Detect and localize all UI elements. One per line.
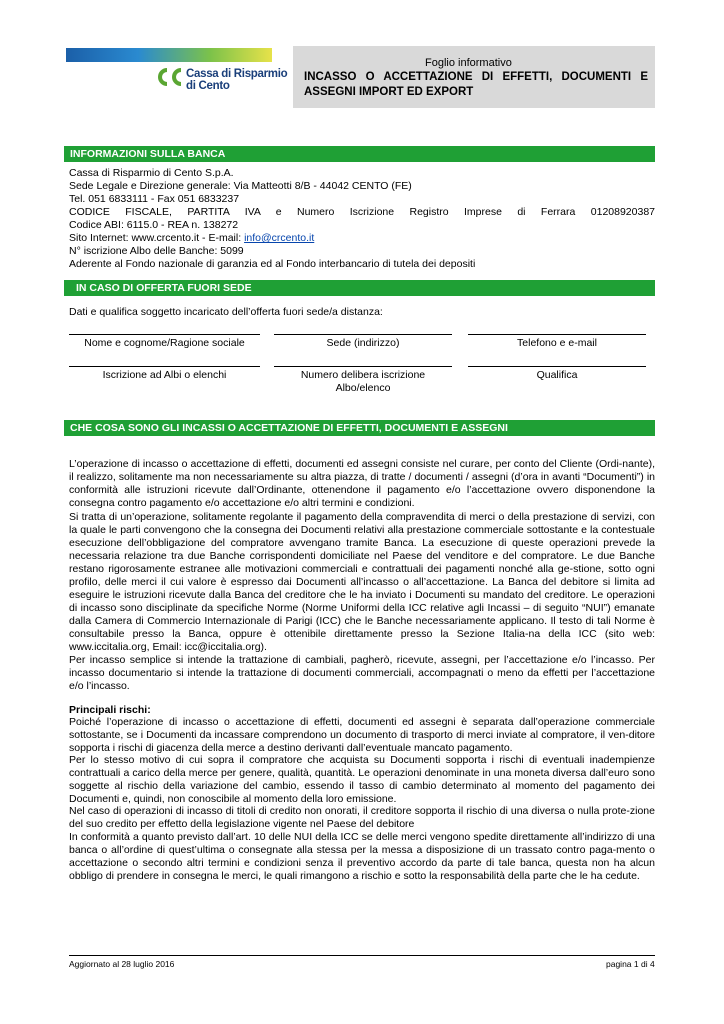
section-heading-bank-info: INFORMAZIONI SULLA BANCA	[64, 146, 655, 162]
footer-update-date: Aggiornato al 28 luglio 2016	[69, 959, 175, 969]
offsite-intro: Dati e qualifica soggetto incaricato dell’offerta fuori sede/a distanza:	[69, 306, 383, 318]
bank-contacts	[69, 232, 314, 245]
field-line-phone	[468, 334, 646, 335]
paragraph-description: Si tratta di un’operazione, solitamente regolante il pagamento della compravendita di merci o della prestazione di servizi, con la quale le parti convengono che la consegna dei Documenti relativi alla prestazione commerciale sottostante e la contestuale esecuzione dell’obbligazione del compratore avvengano tramite Banca. La esecuzione di queste operazioni prevede la necessaria relazione tra due Banche corrispondenti domiciliate nel Paese del venditore e del compratore. Le due Banche restano rigorosamente estranee alle motivazioni commerciali e contrattuali dei pagamenti nonché alla ge-stione, sotto ogni profilo, delle merci il cui valore è espresso dai Documenti all’incasso o all’accettazione. La Banca del debitore si limita ad eseguire le istruzioni ricevute dalla Banca del creditore che le ha inviato i Documenti su mandato del creditore. Le operazioni di incasso sono disciplinate da specifiche Norme (Norme Uniformi della ICC relative agli Incassi – di seguito “NUI”) emanate dalla Camera di Commercio Internazionale di Parigi (ICC) che le Banche necessariamente applicano. Il testo di tali Norme è consultabile presso la Banca, oppure è ottenibile direttamente presso la Sezione Italia-na della ICC (sito web: www.iccitalia.org, Email: icc@iccitalia.org).	[69, 511, 655, 653]
doc-type: Foglio informativo	[425, 57, 512, 69]
bank-address: Sede Legale e Direzione generale: Via Matteotti 8/B - 44042 CENTO (FE)	[69, 180, 412, 192]
logo-cc-icon	[155, 67, 185, 87]
risks-title: Principali rischi:	[69, 704, 151, 716]
email-link[interactable]: info@crcento.it	[244, 232, 315, 244]
risk-item-1: Poiché l’operazione di incasso o accettazione di effetti, documenti ed assegni è separata dall’operazione commerciale sottostante, se i Documenti da incassare comprendono un documento di trasporto di merci inviate al compratore, il ven-ditore sopporta i rischi di giacenza della merce a destino derivanti dall’eventuale mancato pagamento.	[69, 716, 655, 754]
doc-title: INCASSO O ACCETTAZIONE DI EFFETTI, DOCUMENTI E ASSEGNI IMPORT ED EXPORT	[304, 71, 648, 98]
section-heading-what-are: CHE COSA SONO GLI INCASSI O ACCETTAZIONE DI EFFETTI, DOCUMENTI E ASSEGNI	[64, 420, 655, 436]
field-label-resolution: Numero delibera iscrizione Albo/elenco	[300, 369, 426, 394]
bank-name: Cassa di Risparmio di Cento S.p.A.	[69, 167, 234, 179]
field-line-name	[69, 334, 260, 335]
risk-item-2: Per lo stesso motivo di cui sopra il compratore che acquista su Documenti sopporta i rischi di eventuali inadempienze contrattuali a carico della merce per genere, qualità, quantità. Le operazioni denominate in una moneta diversa dall’euro sono soggette al rischio della variazione del cambio, essendo il tasso di cambio determinato al momento del pagamento dei Documenti e, quindi, non conoscibile al momento della loro emissione.	[69, 754, 655, 805]
paragraph-intro: L’operazione di incasso o accettazione di effetti, documenti ed assegni consiste nel curare, per conto del Cliente (Ordi-nante), il realizzo, solitamente ma non necessariamente su altra piazza, di tratte / documenti / assegni (d’ora in avanti “Documenti”) in conformità alle istruzioni ricevute dall’Ordinante, ottenendone il pagamento e/o l’accettazione ovvero disponendone la consegna contro pagamento e/o accettazione e/o altri termini e condizioni.	[69, 458, 655, 509]
logo-name-line1: Cassa di Risparmio	[186, 68, 288, 80]
bank-abi-code: Codice ABI: 6115.0 - REA n. 138272	[69, 219, 239, 231]
bank-phone: Tel. 051 6833111 - Fax 051 6833237	[69, 193, 240, 205]
field-line-registry	[69, 366, 260, 367]
section-heading-offsite: IN CASO DI OFFERTA FUORI SEDE	[64, 280, 655, 296]
bank-tax-code: CODICE FISCALE, PARTITA IVA e Numero Iscrizione Registro Imprese di Ferrara 01208920387	[69, 206, 655, 218]
field-line-qualification	[468, 366, 646, 367]
logo-name-line2: di Cento	[186, 80, 230, 92]
field-label-phone: Telefono e e-mail	[517, 337, 597, 349]
footer-divider	[69, 955, 655, 956]
field-label-registry: Iscrizione ad Albi o elenchi	[102, 369, 227, 381]
logo-color-band	[66, 48, 272, 62]
risk-item-3: Nel caso di operazioni di incasso di titoli di credito non onorati, il creditore sopporta il rischio di una diversa o nulla prote-zione del suo credito per effetto della legislazione vigente nel Paese del debitore	[69, 805, 655, 830]
field-line-resolution	[274, 366, 452, 367]
paragraph-definitions: Per incasso semplice si intende la trattazione di cambiali, pagherò, ricevute, assegni, per l’accettazione e/o l’incasso. Per incasso documentario si intende la trattazione di documenti commerciali, accompagnati o meno da effetti per l’accettazione e/o l’incasso.	[69, 654, 655, 692]
footer-page-number: pagina 1 di 4	[606, 959, 655, 969]
field-label-address: Sede (indirizzo)	[326, 337, 400, 349]
bank-registry-number: N° iscrizione Albo delle Banche: 5099	[69, 245, 244, 257]
risk-item-4: In conformità a quanto previsto dall’art. 10 delle NUI della ICC se delle merci vengono spedite direttamente all’indirizzo di una banca o all’ordine di quest’ultima o consegnate alla stessa per la messa a disposizione di un trassato contro paga-mento o accettazione o secondo altri termini e condizioni senza il preventivo accordo da parte di tale banca, questa non ha alcun obbligo di prendere in consegna le merci, le quali rimangono a rischio e sotto la responsabilità della parte che le ha cedute.	[69, 831, 655, 882]
field-label-name: Nome e cognome/Ragione sociale	[84, 337, 245, 349]
bank-guarantee-fund: Aderente al Fondo nazionale di garanzia ed al Fondo interbancario di tutela dei depositi	[69, 258, 476, 270]
website-label: Sito Internet: www.crcento.it - E-mail:	[69, 232, 245, 244]
field-label-qualification: Qualifica	[536, 369, 578, 381]
field-line-address	[274, 334, 452, 335]
